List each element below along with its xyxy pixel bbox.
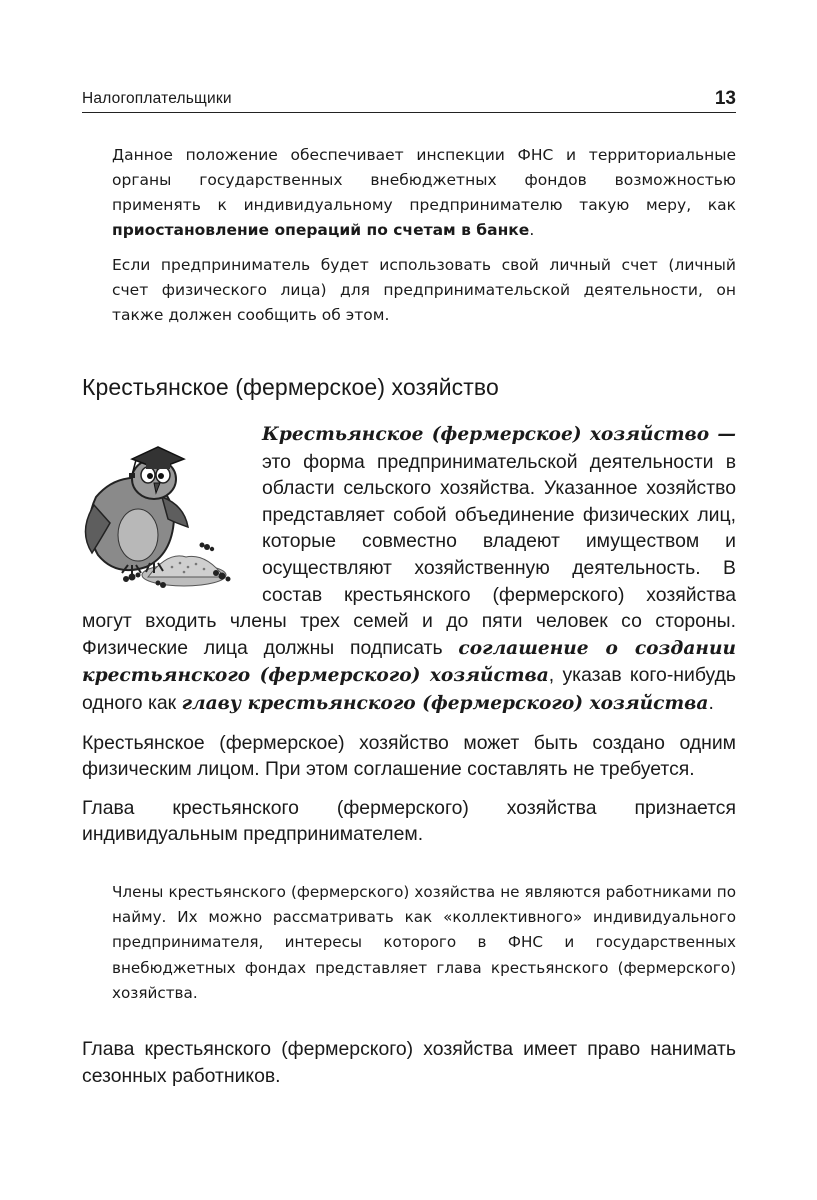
header-section-title: Налогоплательщики <box>82 90 232 107</box>
note1-bold-phrase: приостановление операций по счетам в банке <box>112 221 530 239</box>
paragraph-4: Глава крестьянского (фермерского) хозяйства имеет право нанимать сезонных работников. <box>82 1037 736 1087</box>
owl-with-graduation-cap-and-ants-icon <box>76 427 248 599</box>
note1-period: . <box>529 221 535 239</box>
section-heading: Крестьянское (фермерское) хозяйство <box>82 374 499 400</box>
note-block-2: Члены крестьянского (фермерского) хозяйства не являются работниками по найму. Их можно рассматривать как «коллективного» индивидуального предпринимателя, интересы которого в ФНС и государственных внебюджетных фондах представляет глава крестьянского (фермерского) хозяйства. <box>112 882 736 1002</box>
paragraph-3: Глава крестьянского (фермерского) хозяйства признается индивидуальным предпринимателем. <box>82 796 736 846</box>
book-page <box>82 86 736 1089</box>
definition-text-2: , указав кого-нибудь одного как <box>82 664 736 714</box>
running-header <box>82 86 736 113</box>
paragraph-2: Крестьянское (фермерское) хозяйство может быть создано одним физическим лицом. При этом соглашение составлять не требуется. <box>82 731 736 781</box>
note1-text: Данное положение обеспечивает инспекции ФНС и территориальные органы государственных внебюджетных фондов возможностью применять к индивидуальному предпринимателю такую меру, как <box>112 146 736 214</box>
definition-text-3: . <box>708 691 714 714</box>
note-block-1 <box>112 143 736 328</box>
page-number: 13 <box>714 88 736 109</box>
definition-emphasis-head: главу крестьянского (фермерского) хозяйства <box>181 692 709 714</box>
definition-text-1: это форма предпринимательской деятельности в области сельского хозяйства. Указанное хозяйство представляет собой объединение физических лиц, которые совместно владеют имуществом и осуществляют хозяйственную деятельность. В состав крестьянского (фермерского) хозяйства могут входить члены трех семей и до пяти человек со стороны. Физические лица должны подписать <box>82 450 736 659</box>
definition-term: Крестьянское (фермерское) хозяйство <box>262 424 710 445</box>
note1-paragraph-1 <box>112 143 736 243</box>
note1-paragraph-2: Если предприниматель будет использовать свой личный счет (личный счет физического лица) для предпринимательской деятельности, он также должен сообщить об этом. <box>112 256 736 324</box>
definition-block <box>82 421 736 718</box>
definition-emphasis-agreement: соглашение о создании крестьянского (фермерского) хозяйства <box>82 637 736 687</box>
definition-dash: — <box>709 424 736 445</box>
